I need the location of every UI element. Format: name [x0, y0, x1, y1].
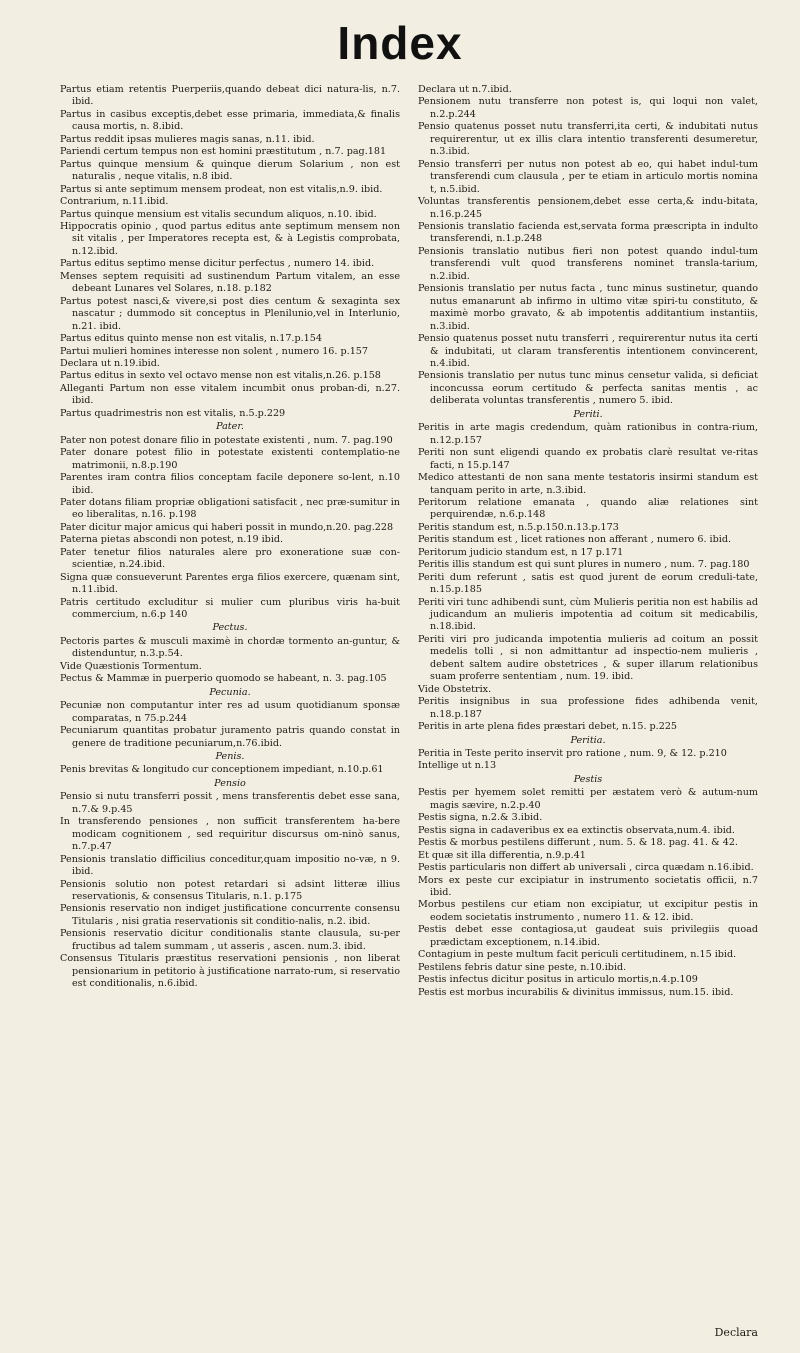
index-entry: Peritis in arte magis credendum, quàm rationibus in contra-rium, n.12.p.157: [418, 422, 758, 446]
index-entry: Declara ut n.7.ibid.: [418, 84, 512, 95]
index-heading: Penis.: [215, 751, 245, 763]
index-entry: Peritis illis standum est qui sunt plures in numero , num. 7. pag.180: [418, 559, 750, 571]
index-entry: Pater donare potest filio in potestate existenti contemplatio-ne matrimonii, n.8.p.190: [60, 447, 400, 471]
index-entry: Pestilens febris datur sine peste, n.10.ibid.: [418, 961, 627, 973]
index-heading: Peritia.: [570, 734, 606, 746]
index-entry: Partus etiam retentis Puerperiis,quando debeat dici natura-lis, n.7. ibid.: [60, 84, 400, 108]
index-entry: Contagium in peste multum facit periculi certitudinem, n.15 ibid.: [418, 949, 737, 961]
index-entry: Pater non potest donare filio in potestate existenti , num. 7. pag.190: [60, 434, 393, 446]
index-entry: Pensio quatenus posset nutu transferri,ita certi, & indubitati nutus requirerentur, ut ex illis clara intentio transferenti desumeretur, n.3.ibid.: [418, 121, 758, 158]
index-heading: Pestis: [573, 773, 603, 785]
index-entry: Peritis insignibus in sua professione fides adhibenda venit, n.18.p.187: [418, 696, 758, 720]
index-entry: Declara ut n.19.ibid.: [60, 357, 160, 369]
index-entry: Pariendi certum tempus non est homini præstitutum , n.7. pag.181: [60, 146, 387, 158]
index-entry: Morbus pestilens cur etiam non excipiatur, ut excipitur pestis in eodem societatis instrumento , numero 11. & 12. ibid.: [418, 899, 758, 923]
index-entry: Pecuniæ non computantur inter res ad usum quotidianum sponsæ comparatas, n 75.p.244: [60, 700, 400, 724]
index-entry: Pectoris partes & musculi maximè in chordæ tormento an-guntur, & distenduntur, n.3.p.54.: [60, 635, 400, 660]
page-title: Index: [337, 17, 463, 69]
index-entry: Pater dicitur major amicus qui haberi possit in mundo,n.20. pag.228: [60, 521, 394, 533]
index-entry: In transferendo pensiones , non sufficit transferentem ha-bere modicam cognitionem , sed requiritur discursus om-ninò sanus, n.7.p.47: [60, 816, 400, 853]
index-entry: Pensionis solutio non potest retardari si adsint litteræ illius reservationis, & consensus Titularis, n.1. p.175: [60, 878, 400, 902]
index-entry: Pensionem nutu transferre non potest is, qui loqui non valet, n.2.p.244: [418, 96, 758, 120]
index-entry: Pestis infectus dicitur positus in articulo mortis,n.4.p.109: [418, 974, 698, 986]
index-entry: Periti non sunt eligendi quando ex probatis clarè resultat ve-ritas facti, n 15.p.147: [418, 447, 758, 471]
index-entry: Pensionis translatio difficilius conceditur,quam impositio no-væ, n 9. ibid.: [60, 853, 400, 878]
index-entry: Pestis debet esse contagiosa,ut gaudeat suis privilegiis quoad prædictam exceptionem, n.14.ibid.: [418, 924, 758, 948]
index-entry: Periti viri tunc adhibendi sunt, cùm Mulieris peritia non est habilis ad judicandum an mulieris impotentia ad coitum sit medicabilis, n.18.ibid.: [418, 596, 758, 633]
index-entry: Partui mulieri homines interesse non solent , numero 16. p.157: [60, 345, 369, 357]
index-entry: Pestis per hyemem solet remitti per æstatem verò & autum-num magis sævire, n.2.p.40: [418, 787, 758, 811]
index-entry: Pensionis reservatio dicitur conditionalis stante clausula, su-per fructibus ad talem summam , ut asseris , ascen. num.3. ibid.: [60, 928, 400, 952]
index-entry: Consensus Titularis præstitus reservationi pensionis , non liberat pensionarium in petitorio à justificatione narrato-rum, si reservatio est conditionalis, n.6.ibid.: [60, 953, 400, 990]
index-entry: Partus editus quinto mense non est vitalis, n.17.p.154: [60, 333, 322, 345]
index-entry: Paterna pietas abscondi non potest, n.19 ibid.: [60, 534, 284, 546]
index-entry: Pensio si nutu transferri possit , mens transferentis debet esse sana, n.7.& 9.p.45: [60, 791, 400, 815]
index-entry: Voluntas transferentis pensionem,debet esse certa,& indu-bitata, n.16.p.245: [418, 196, 758, 220]
index-entry: Pensio quatenus posset nutu transferri , requirerentur nutus ita certi & indubitati, ut claram transferentis intentionem convincerent, n.4.ibid.: [418, 333, 758, 369]
index-entry: Partus editus septimo mense dicitur perfectus , numero 14. ibid.: [60, 258, 375, 270]
index-entry: Periti viri pro judicanda impotentia mulieris ad coitum an possit medelis tolli , si non admittantur ad inspectio-nem mulieris , debent saltem audire obstetrices , & super illarum relationibus suam proferre sententiam , num. 19. ibid.: [418, 633, 758, 683]
index-entry: Patris certitudo excluditur si mulier cum pluribus viris ha-buit commercium, n.6.p 140: [60, 596, 400, 621]
index-entry: Vide Quæstionis Tormentum.: [60, 660, 202, 672]
index-entry: Pestis & morbus pestilens differunt , num. 5. & 18. pag. 41. & 42.: [418, 837, 738, 849]
index-entry: Pensionis translatio per nutus facta , tunc minus sustinetur, quando nutus emanarunt ab infirmo in ultimo vitæ spiri-tu constituto, & maximè morbo gravato, & ab impotentis additantium instantiis, n.3.ibid.: [418, 283, 758, 332]
index-entry: Pectus & Mammæ in puerperio quomodo se habeant, n. 3. pag.105: [60, 673, 387, 685]
index-entry: Signa quæ consueverunt Parentes erga filios exercere, quænam sint, n.11.ibid.: [60, 571, 400, 596]
index-entry: Pestis particularis non differt ab universali , circa quædam n.16.ibid.: [418, 862, 754, 874]
index-entry: Partus editus in sexto vel octavo mense non est vitalis,n.26. p.158: [60, 370, 381, 382]
index-entry: Partus quadrimestris non est vitalis, n.5.p.229: [60, 407, 286, 419]
index-entry: Partus quinque mensium & quinque dierum Solarium , non est naturalis , neque vitalis, n.8 ibid.: [60, 158, 400, 183]
index-entry: Pensionis translatio per nutus tunc minus censetur valida, si deficiat inconcussa eorum certitudo & perfecta sanitas mentis , ac deliberata voluntas transferentis , numero 5. ibid.: [418, 370, 758, 407]
right-column: [418, 84, 758, 999]
index-entry: Peritis standum est, n.5.p.150.n.13.p.173: [418, 521, 619, 533]
index-entry: Et quæ sit illa differentia, n.9.p.41: [418, 849, 586, 861]
index-heading: Pensio: [214, 777, 246, 789]
index-entry: Contrarium, n.11.ibid.: [60, 196, 169, 208]
index-entry: Pensionis translatio facienda est,servata forma præscripta in indulto transferendi, n.1.p.248: [418, 220, 758, 245]
left-column: [60, 84, 400, 991]
index-entry: Pestis signa, n.2.& 3.ibid.: [418, 812, 543, 824]
index-entry: Parentes iram contra filios conceptam facile deponere so-lent, n.10 ibid.: [60, 472, 400, 496]
index-entry: Peritis in arte plena fides præstari debet, n.15. p.225: [418, 721, 678, 733]
catchword: Declara: [714, 1326, 758, 1339]
index-heading: Pectus.: [212, 622, 248, 634]
index-entry: Penis brevitas & longitudo cur conceptionem impediant, n.10.p.61: [60, 764, 384, 776]
index-entry: Medico attestanti de non sana mente testatoris insirmi standum est tanquam perito in arte, n.3.ibid.: [418, 472, 758, 496]
index-entry: Intellige ut n.13: [418, 760, 497, 772]
index-entry: Peritorum relatione emanata , quando aliæ relationes sint perquirendæ, n.6.p.148: [418, 496, 758, 521]
index-entry: Alleganti Partum non esse vitalem incumbit onus proban-di, n.27. ibid.: [60, 382, 400, 407]
index-heading: Pecunia.: [209, 686, 251, 698]
index-entry: Partus si ante septimum mensem prodeat, non est vitalis,n.9. ibid.: [60, 183, 383, 195]
index-entry: Pater tenetur filios naturales alere pro exoneratione suæ con-scientiæ, n.24.ibid.: [60, 546, 400, 571]
index-entry: Peritis standum est , licet rationes non afferant , numero 6. ibid.: [418, 534, 732, 546]
index-entry: Pestis signa in cadaveribus ex ea extinctis observata,num.4. ibid.: [418, 824, 735, 836]
index-entry: Hippocratis opinio , quod partus editus ante septimum mensem non sit vitalis , per Imperatores recepta est, & à Legistis comprobata, n.12.ibid.: [60, 220, 400, 257]
index-entry: Partus in casibus exceptis,debet esse primaria, immediata,& finalis causa mortis, n. 8.ibid.: [60, 108, 400, 133]
index-entry: Pensio transferri per nutus non potest ab eo, qui habet indul-tum transferendi cum clausula , per te etiam in articulo mortis nomina t, n.5.ibid.: [418, 158, 758, 195]
index-entry: Menses septem requisiti ad sustinendum Partum vitalem, an esse debeant Lunares vel Solares, n.18. p.182: [60, 270, 400, 295]
index-entry: Periti dum referunt , satis est quod jurent de eorum creduli-tate, n.15.p.185: [418, 571, 758, 596]
index-entry: Pensionis translatio nutibus fieri non potest quando indul-tum transferendi vult quod transferens nominet transla-tarium, n.2.ibid.: [418, 245, 758, 282]
index-heading: Pater.: [216, 421, 244, 433]
index-entry: Partus reddit ipsas mulieres magis sanas, n.11. ibid.: [60, 133, 315, 145]
index-entry: Partus quinque mensium est vitalis secundum aliquos, n.10. ibid.: [60, 208, 377, 220]
index-entry: Peritia in Teste perito inservit pro ratione , num. 9, & 12. p.210: [418, 748, 727, 760]
index-heading: Periti.: [573, 408, 603, 420]
index-entry: Pecuniarum quantitas probatur juramento patris quando constat in genere de traditione pecuniarum,n.76.ibid.: [60, 725, 400, 749]
index-entry: Partus potest nasci,& vivere,si post dies centum & sexaginta sex nascatur ; dummodo sit conceptus in Plenilunio,vel in Interlunio, n.21. ibid.: [60, 295, 400, 332]
index-entry: Vide Obstetrix.: [418, 683, 492, 695]
index-entry: Peritorum judicio standum est, n 17 p.171: [418, 546, 624, 558]
index-entry: Pater dotans filiam propriæ obligationi satisfacit , nec præ-sumitur in eo liberalitas, n.16. p.198: [60, 496, 400, 521]
index-entry: Pestis est morbus incurabilis & divinitus immissus, num.15. ibid.: [418, 986, 734, 998]
index-entry: Mors ex peste cur excipiatur in instrumento societatis officii, n.7 ibid.: [418, 874, 758, 898]
index-entry: Pensionis reservatio non indiget justificatione concurrente consensu Titularis , nisi gratia reservationis sit conditio-nalis, n.2. ibid.: [60, 903, 400, 927]
